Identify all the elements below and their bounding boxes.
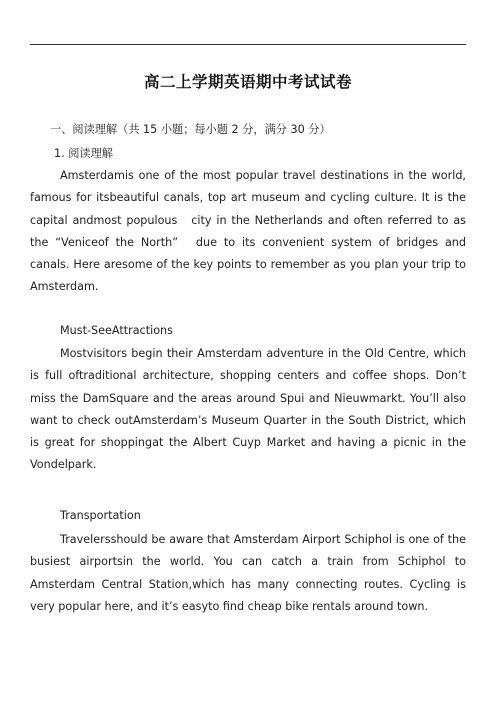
section-heading: 一、阅读理解（共 15 小题；每小题 2 分，满分 30 分） bbox=[50, 123, 331, 136]
passage-paragraph-2 bbox=[30, 343, 466, 477]
paragraph-text: Amsterdamis one of the most popular travel destinations in the world, famous for itsbeautiful canals, top art museum and cycling culture. It is the capital andmost populous city in the Netherlands and often referred to as the “Veniceof the North” due to its convenient system of bridges and canals. Here aresome of the key points to remember as you plan your trip to Amsterdam. bbox=[30, 169, 466, 294]
page-title: 高二上学期英语期中考试试卷 bbox=[143, 73, 352, 91]
passage-paragraph-1 bbox=[30, 165, 466, 299]
paragraph-text: Travelersshould be aware that Amsterdam Airport Schiphol is one of the busiest airportsin the world. You can catch a train from Schiphol to Amsterdam Central Station,which has many connecting routes. Cycling is very popular here, and it’s easyto find cheap bike rentals around town. bbox=[30, 533, 466, 613]
heading-attractions: Must-SeeAttractions bbox=[60, 324, 173, 337]
subsection-heading: 1. 阅读理解 bbox=[54, 147, 113, 160]
paragraph-text: Mostvisitors begin their Amsterdam adventure in the Old Centre, which is full oftraditional architecture, shopping centers and coffee shops. Don’t miss the DamSquare and the areas around Spui and Nieuwmarkt. You’ll also want to check outAmsterdam’s Museum Quarter in the South District, which is great for shoppingat the Albert Cuyp Market and having a picnic in the Vondelpark. bbox=[30, 347, 466, 472]
passage-paragraph-3 bbox=[30, 529, 466, 618]
header-rule bbox=[30, 44, 466, 45]
heading-transportation: Transportation bbox=[60, 509, 141, 522]
